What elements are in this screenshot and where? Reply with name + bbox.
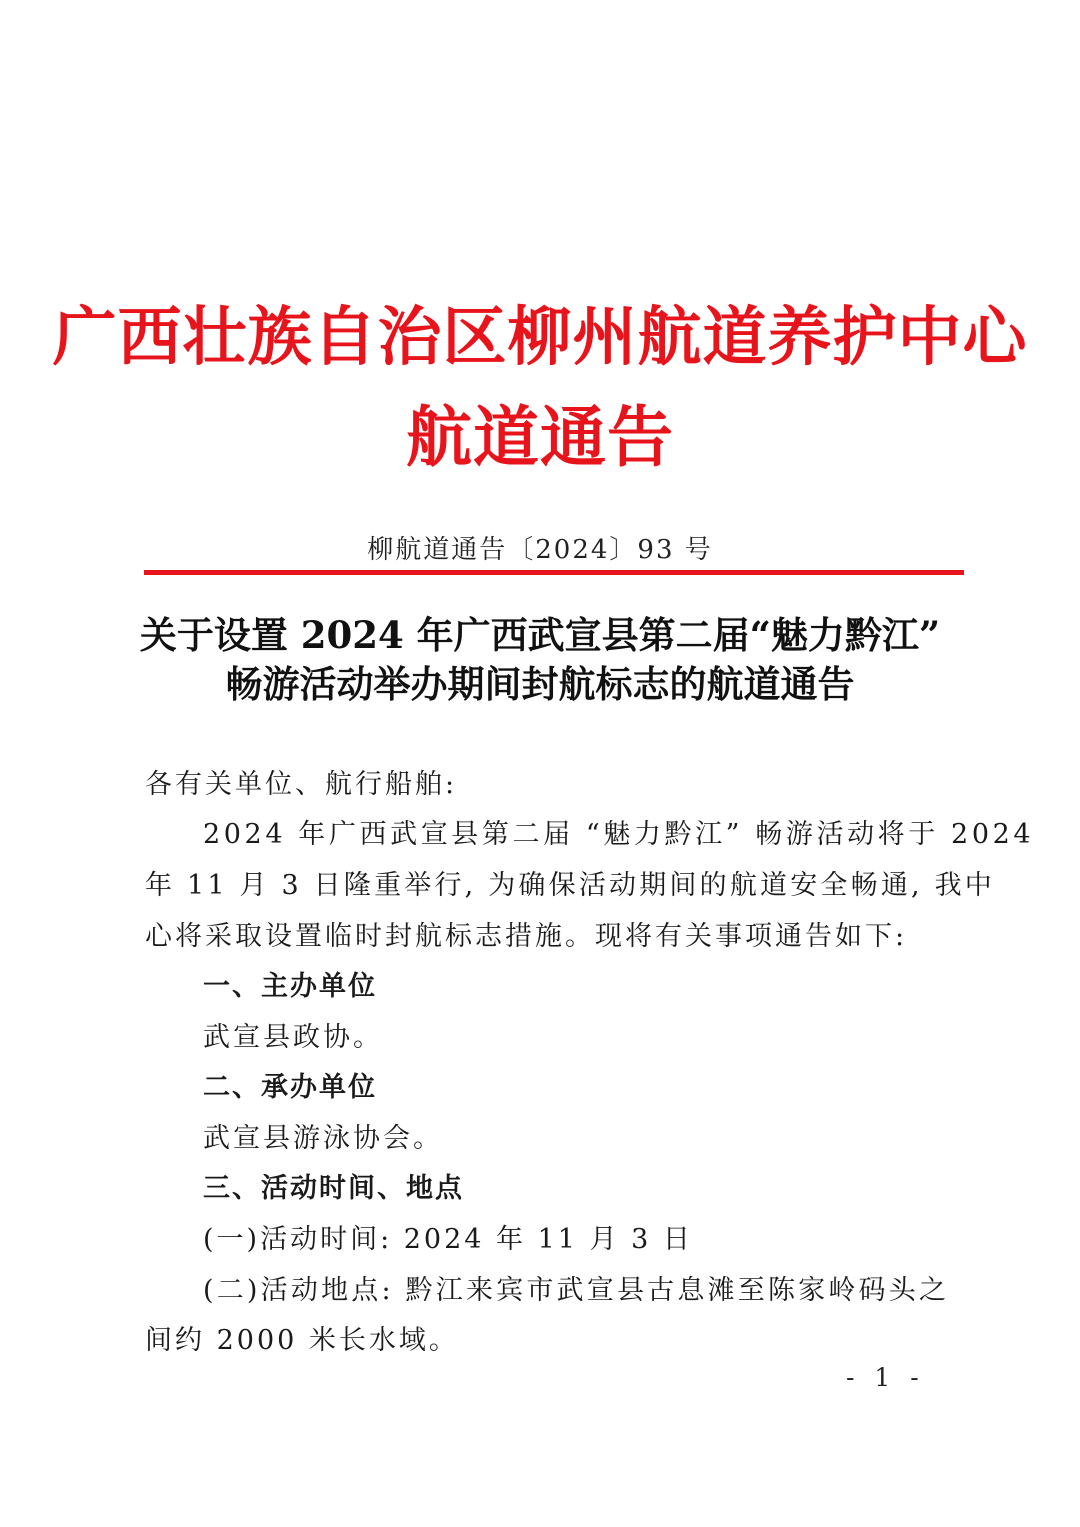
issuer-name: 广西壮族自治区柳州航道养护中心 bbox=[52, 300, 1028, 375]
notice-title-line-2: 畅游活动举办期间封航标志的航道通告 bbox=[225, 662, 855, 706]
section-heading-undertaker: 二、承办单位 bbox=[203, 1072, 377, 1103]
notice-title-line-1: 关于设置 2024 年广西武宣县第二届“魅力黔江” bbox=[139, 613, 941, 657]
salutation: 各有关单位、航行船舶: bbox=[145, 769, 458, 800]
document-number: 柳航道通告〔2024〕93 号 bbox=[367, 535, 713, 565]
intro-paragraph-line-2: 年 11 月 3 日隆重举行, 为确保活动期间的航道安全畅通, 我中 bbox=[145, 870, 995, 901]
activity-place-line-2: 间约 2000 米长水域。 bbox=[145, 1325, 459, 1356]
activity-place-line-1: (二)活动地点: 黔江来宾市武宣县古息滩至陈家岭码头之 bbox=[203, 1275, 950, 1306]
red-divider bbox=[144, 570, 964, 575]
page-number: - 1 - bbox=[846, 1363, 925, 1392]
section-content-organizer: 武宣县政协。 bbox=[203, 1022, 383, 1053]
section-heading-organizer: 一、主办单位 bbox=[203, 971, 377, 1002]
activity-time: (一)活动时间: 2024 年 11 月 3 日 bbox=[203, 1224, 693, 1255]
section-content-undertaker: 武宣县游泳协会。 bbox=[203, 1123, 443, 1154]
document-type-title: 航道通告 bbox=[406, 398, 674, 476]
section-heading-time-place: 三、活动时间、地点 bbox=[203, 1173, 464, 1204]
intro-paragraph-line-3: 心将采取设置临时封航标志措施。现将有关事项通告如下: bbox=[145, 921, 908, 952]
intro-paragraph-line-1: 2024 年广西武宣县第二届 “魅力黔江” 畅游活动将于 2024 bbox=[203, 819, 1035, 850]
